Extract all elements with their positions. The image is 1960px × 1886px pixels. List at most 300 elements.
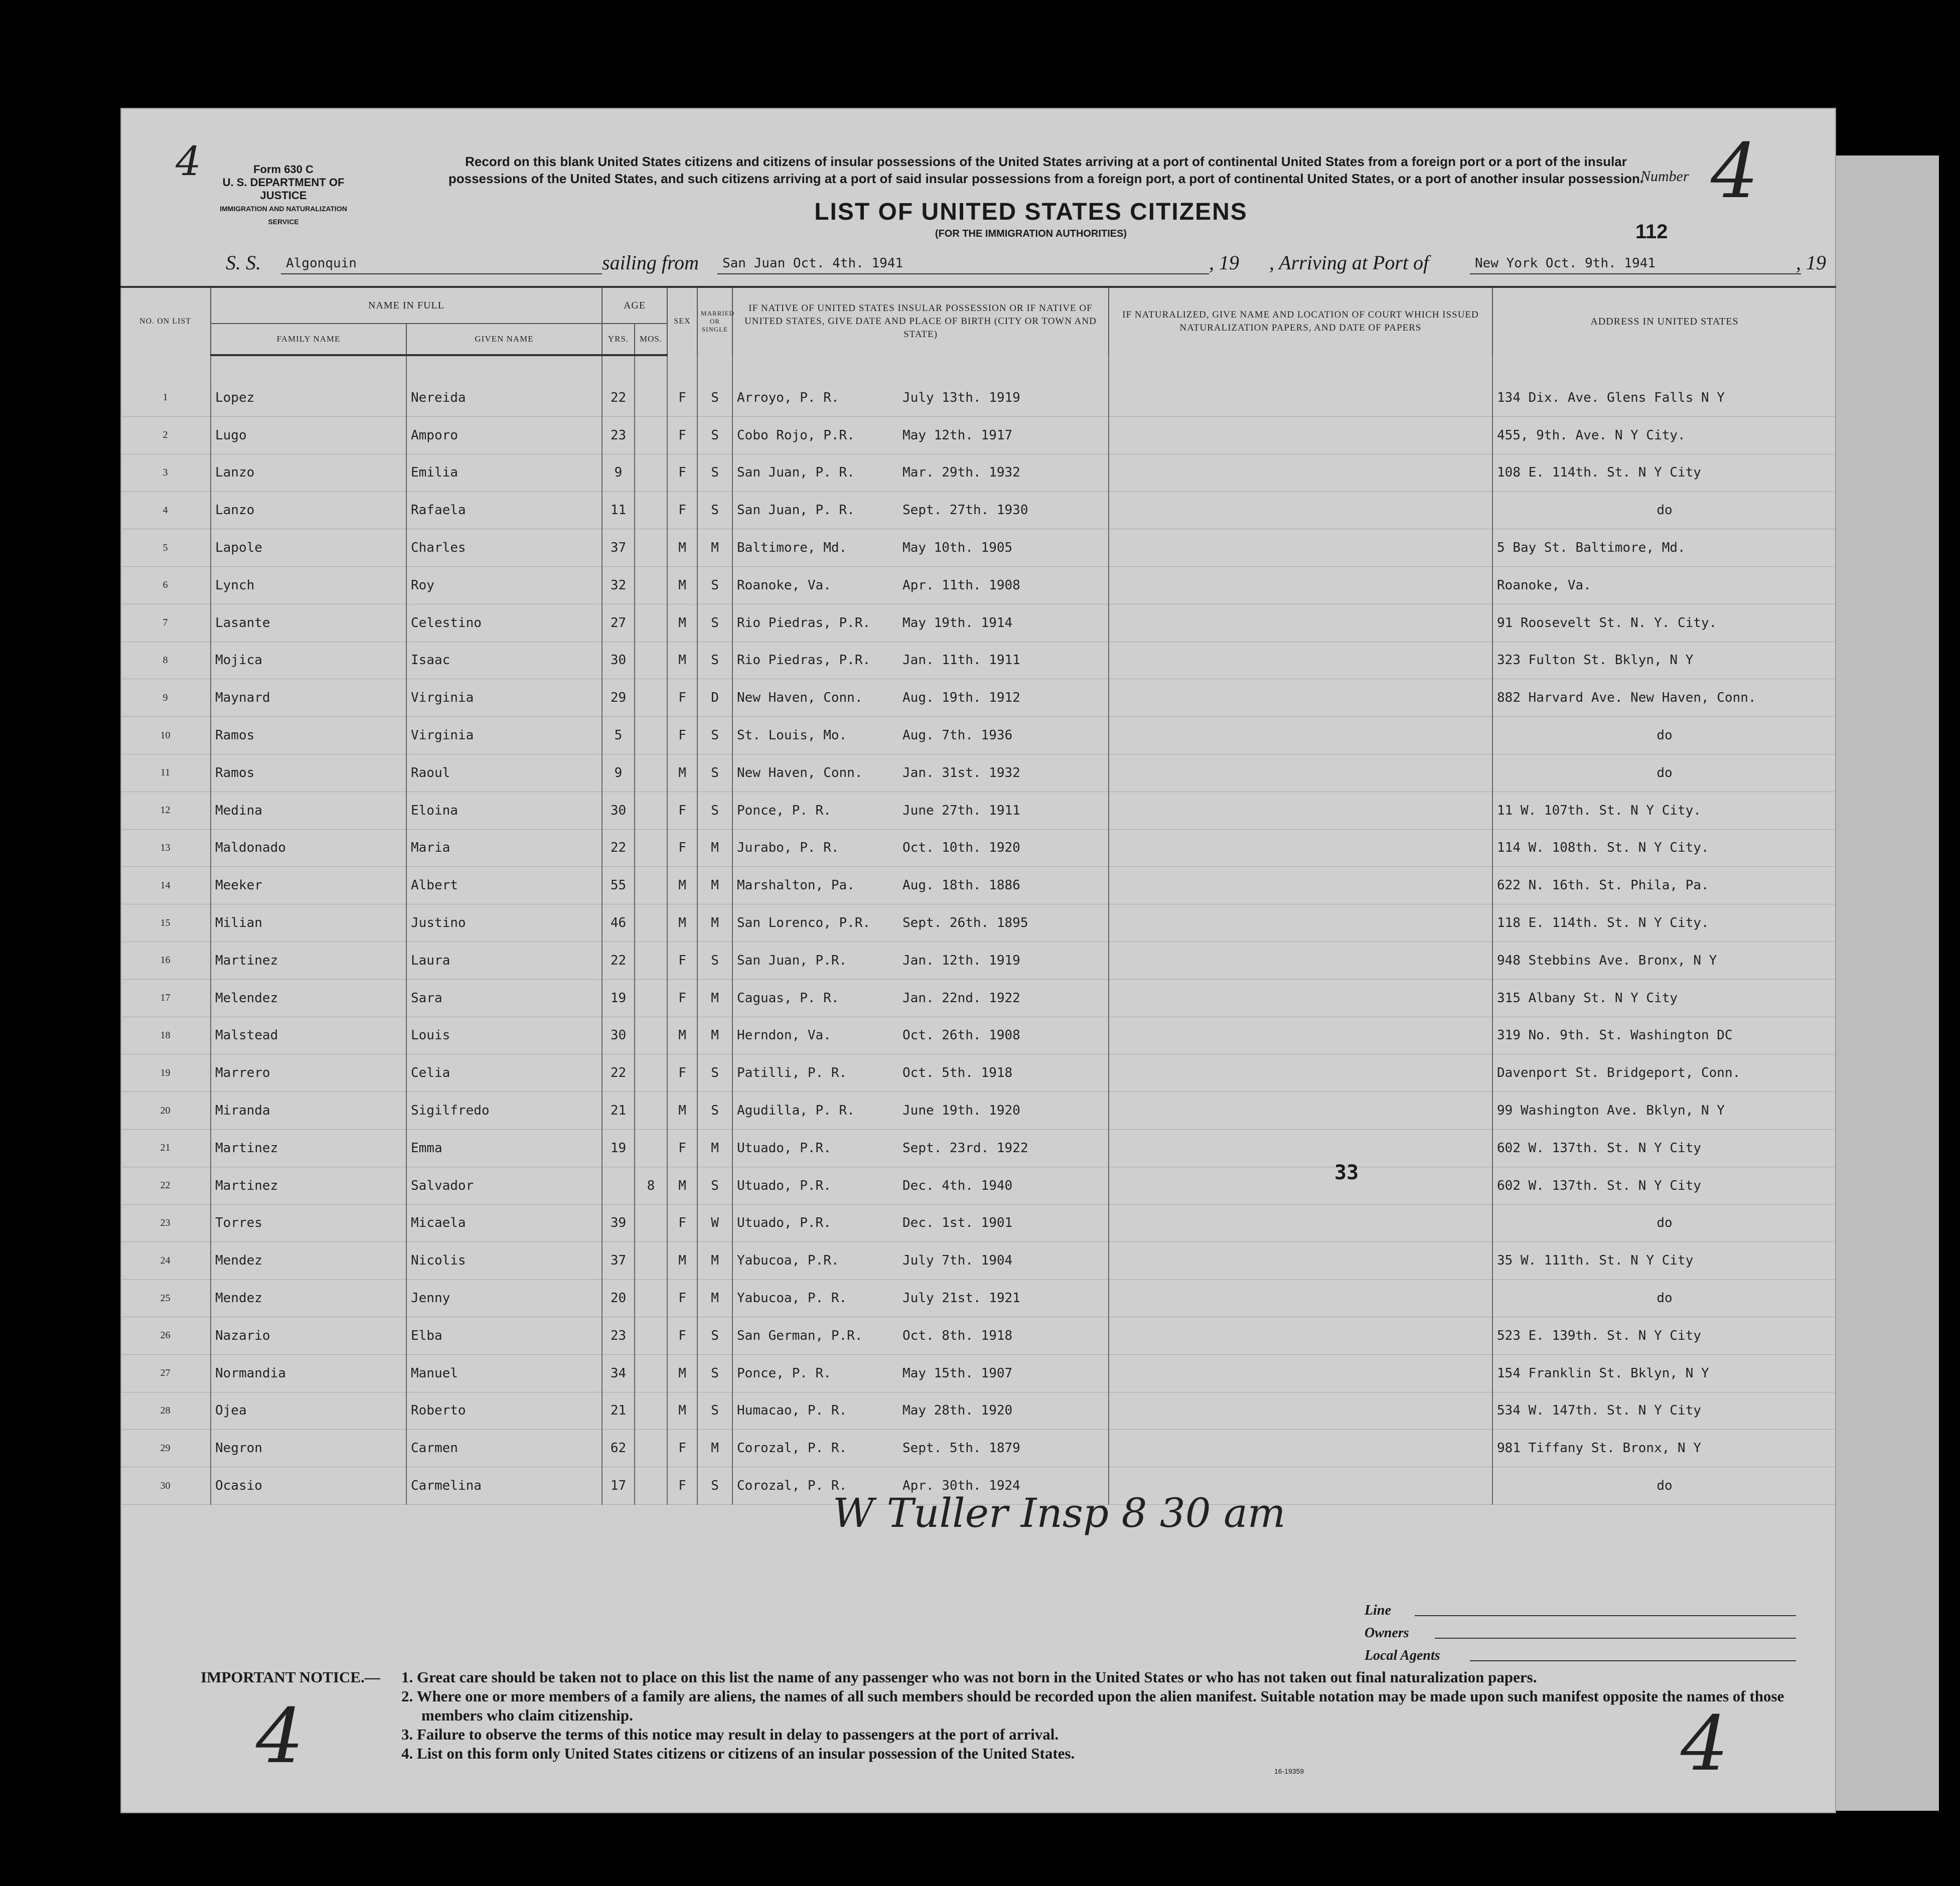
age-years: 23: [602, 416, 635, 454]
birth-place: San Juan, P.R.: [737, 953, 847, 968]
naturalization: [1109, 1092, 1492, 1130]
address: 523 E. 139th. St. N Y City: [1492, 1317, 1836, 1354]
birth-info: [732, 1092, 1109, 1130]
birth-info: [732, 1017, 1109, 1054]
col-birth-info: IF NATIVE OF UNITED STATES INSULAR POSSESSION OR IF NATIVE OF UNITED STATES, GIVE DATE AND PLACE OF BIRTH (CITY OR TOWN AND STATE): [732, 287, 1109, 355]
birth-date: Apr. 11th. 1908: [902, 577, 1020, 593]
naturalization: [1109, 792, 1492, 829]
sex: M: [667, 642, 697, 679]
birth-place: Yabucoa, P. R.: [737, 1291, 847, 1306]
age-years: 5: [602, 717, 635, 754]
marital-status: S: [697, 941, 732, 979]
sex: M: [667, 867, 697, 904]
birth-place: Utuado, P.R.: [737, 1178, 831, 1193]
record-instruction: Record on this blank United States citizens and citizens of insular possessions of the United States arriving at a port of continental United States from a foreign port or a port of the insular possessions of the United States, and such citizens arriving at a port of said insular possessions from a foreign port, a port of continental United States, or a port of another insular possession.: [448, 154, 1644, 186]
marital-status: S: [697, 604, 732, 642]
birth-info: [732, 1129, 1109, 1167]
sex: F: [667, 1054, 697, 1092]
table-row: [120, 754, 1836, 792]
age-years: 32: [602, 566, 635, 604]
marital-status: S: [697, 1317, 732, 1354]
birth-info: [732, 1204, 1109, 1242]
age-months: [635, 492, 667, 529]
ship-underline: [281, 273, 602, 274]
naturalization: [1109, 566, 1492, 604]
family-name: Negron: [211, 1430, 406, 1467]
marital-status: M: [697, 1280, 732, 1317]
age-months: [635, 1467, 667, 1505]
birth-place: Corozal, P. R.: [737, 1478, 847, 1493]
family-name: Ocasio: [211, 1467, 406, 1505]
naturalization: [1109, 1054, 1492, 1092]
address: 315 Albany St. N Y City: [1492, 979, 1836, 1017]
family-name: Lopez: [211, 379, 406, 416]
given-name: Manuel: [406, 1354, 602, 1392]
row-number: 27: [120, 1354, 211, 1392]
marital-status: S: [697, 1167, 732, 1204]
document-title: LIST OF UNITED STATES CITIZENS: [814, 199, 1248, 225]
marital-status: S: [697, 1392, 732, 1430]
age-months: [635, 679, 667, 717]
birth-date: Sept. 5th. 1879: [902, 1441, 1020, 1456]
age-years: 27: [602, 604, 635, 642]
age-years: 22: [602, 941, 635, 979]
naturalization: [1109, 1017, 1492, 1054]
table-row: [120, 792, 1836, 829]
birth-place: Agudilla, P. R.: [737, 1103, 855, 1119]
print-code: 16-19359: [1274, 1767, 1304, 1775]
age-months: [635, 1242, 667, 1280]
document-subtitle: (FOR THE IMMIGRATION AUTHORITIES): [935, 228, 1127, 239]
sex: F: [667, 679, 697, 717]
row-number: 7: [120, 604, 211, 642]
table-row: [120, 1392, 1836, 1430]
address: 99 Washington Ave. Bklyn, N Y: [1492, 1092, 1836, 1130]
marital-status: S: [697, 792, 732, 829]
family-name: Milian: [211, 904, 406, 942]
row-number: 28: [120, 1392, 211, 1430]
col-no-on-list: NO. ON LIST: [120, 287, 211, 355]
birth-info: [732, 492, 1109, 529]
marital-status: S: [697, 1054, 732, 1092]
table-row: [120, 1354, 1836, 1392]
birth-date: Jan. 22nd. 1922: [902, 990, 1020, 1006]
address: 11 W. 107th. St. N Y City.: [1492, 792, 1836, 829]
naturalization: [1109, 1129, 1492, 1167]
notice-item: 3. Failure to observe the terms of this notice may result in delay to passengers at the port of arrival.: [401, 1725, 1059, 1743]
year-label-2: , 19: [1796, 251, 1826, 274]
sex: M: [667, 1392, 697, 1430]
address: do: [1492, 754, 1836, 792]
given-name: Sigilfredo: [406, 1092, 602, 1130]
given-name: Rafaela: [406, 492, 602, 529]
sex: M: [667, 566, 697, 604]
birth-place: Yabucoa, P.R.: [737, 1253, 839, 1269]
table-row: [120, 829, 1836, 867]
birth-info: [732, 1354, 1109, 1392]
family-name: Marrero: [211, 1054, 406, 1092]
given-name: Emilia: [406, 454, 602, 492]
passenger-rows: [120, 355, 1836, 1504]
address: 323 Fulton St. Bklyn, N Y: [1492, 642, 1836, 679]
birth-date: May 10th. 1905: [902, 540, 1013, 556]
col-family-name: FAMILY NAME: [211, 324, 406, 355]
corner-handwritten-mark: 4: [176, 138, 201, 185]
sex: M: [667, 604, 697, 642]
row-number: 17: [120, 979, 211, 1017]
sex: F: [667, 717, 697, 754]
birth-place: Utuado, P.R.: [737, 1215, 831, 1231]
sex: F: [667, 416, 697, 454]
sex: F: [667, 941, 697, 979]
naturalization: [1109, 492, 1492, 529]
family-name: Meeker: [211, 867, 406, 904]
birth-date: Oct. 5th. 1918: [902, 1065, 1013, 1081]
row-number: 5: [120, 529, 211, 567]
address: 114 W. 108th. St. N Y City.: [1492, 829, 1836, 867]
sex: F: [667, 1204, 697, 1242]
col-marital-status: MARRIED OR SINGLE: [697, 287, 732, 355]
age-years: 23: [602, 1317, 635, 1354]
family-name: Ojea: [211, 1392, 406, 1430]
age-months: [635, 1129, 667, 1167]
family-name: Lugo: [211, 416, 406, 454]
age-months: [635, 529, 667, 567]
family-name: Melendez: [211, 979, 406, 1017]
birth-info: [732, 792, 1109, 829]
sex: M: [667, 529, 697, 567]
age-months: [635, 1392, 667, 1430]
year-label: , 19: [1209, 251, 1239, 274]
sex: M: [667, 1242, 697, 1280]
given-name: Laura: [406, 941, 602, 979]
age-years: 19: [602, 1129, 635, 1167]
age-months: [635, 754, 667, 792]
given-name: Justino: [406, 904, 602, 942]
marital-status: S: [697, 492, 732, 529]
table-row: [120, 492, 1836, 529]
birth-info: [732, 904, 1109, 942]
row-number: 29: [120, 1430, 211, 1467]
birth-date: May 28th. 1920: [902, 1403, 1013, 1419]
marital-status: M: [697, 1017, 732, 1054]
birth-info: [732, 416, 1109, 454]
birth-date: Oct. 10th. 1920: [902, 840, 1020, 856]
age-months: [635, 604, 667, 642]
naturalization: [1109, 1167, 1492, 1204]
naturalization: [1109, 679, 1492, 717]
family-name: Medina: [211, 792, 406, 829]
table-row: [120, 679, 1836, 717]
address: 455, 9th. Ave. N Y City.: [1492, 416, 1836, 454]
age-years: 20: [602, 1280, 635, 1317]
sex: F: [667, 379, 697, 416]
naturalization: [1109, 829, 1492, 867]
department-name: U. S. DEPARTMENT OF JUSTICE: [222, 176, 345, 202]
sex: F: [667, 1280, 697, 1317]
birth-info: [732, 1430, 1109, 1467]
birth-info: [732, 1167, 1109, 1204]
notice-heading: IMPORTANT NOTICE.—: [201, 1668, 380, 1686]
table-row: [120, 867, 1836, 904]
sex: F: [667, 492, 697, 529]
birth-info: [732, 829, 1109, 867]
col-address: ADDRESS IN UNITED STATES: [1492, 287, 1836, 355]
given-name: Nereida: [406, 379, 602, 416]
birth-info: [732, 1280, 1109, 1317]
family-name: Lanzo: [211, 492, 406, 529]
family-name: Martinez: [211, 941, 406, 979]
table-row: [120, 1017, 1836, 1054]
birth-date: May 15th. 1907: [902, 1365, 1013, 1381]
marital-status: S: [697, 416, 732, 454]
given-name: Emma: [406, 1129, 602, 1167]
naturalization: [1109, 941, 1492, 979]
sex: F: [667, 979, 697, 1017]
sex: F: [667, 454, 697, 492]
family-name: Lynch: [211, 566, 406, 604]
age-years: 46: [602, 904, 635, 942]
marital-status: S: [697, 454, 732, 492]
notice-item: 4. List on this form only United States citizens or citizens of an insular possession of the United States.: [401, 1745, 1075, 1762]
ss-label: S. S.: [226, 251, 261, 274]
given-name: Roberto: [406, 1392, 602, 1430]
table-row: [120, 1204, 1836, 1242]
row-number: 3: [120, 454, 211, 492]
given-name: Albert: [406, 867, 602, 904]
family-name: Malstead: [211, 1017, 406, 1054]
sex: F: [667, 1430, 697, 1467]
given-name: Elba: [406, 1317, 602, 1354]
col-age: AGE: [602, 287, 667, 324]
given-name: Roy: [406, 566, 602, 604]
table-row: [120, 1317, 1836, 1354]
notice-list: [401, 1668, 1806, 1763]
sex: M: [667, 904, 697, 942]
age-years: 17: [602, 1467, 635, 1505]
given-name: Nicolis: [406, 1242, 602, 1280]
row-number: 4: [120, 492, 211, 529]
arrival-underline: [1470, 273, 1801, 274]
table-row: [120, 416, 1836, 454]
row-number: 10: [120, 717, 211, 754]
age-years: 21: [602, 1392, 635, 1430]
col-sex: SEX: [667, 287, 697, 355]
row-number: 26: [120, 1317, 211, 1354]
table-row: [120, 1054, 1836, 1092]
birth-date: Aug. 18th. 1886: [902, 878, 1020, 893]
birth-info: [732, 679, 1109, 717]
age-years: 30: [602, 642, 635, 679]
given-name: Maria: [406, 829, 602, 867]
address: 602 W. 137th. St. N Y City: [1492, 1129, 1836, 1167]
address: 91 Roosevelt St. N. Y. City.: [1492, 604, 1836, 642]
given-name: Carmen: [406, 1430, 602, 1467]
birth-date: Oct. 8th. 1918: [902, 1328, 1013, 1343]
line-label: Line: [1365, 1603, 1391, 1618]
address: do: [1492, 1204, 1836, 1242]
given-name: Carmelina: [406, 1467, 602, 1505]
birth-place: San Lorenco, P.R.: [737, 915, 871, 931]
naturalization: [1109, 1242, 1492, 1280]
sex: F: [667, 1317, 697, 1354]
given-name: Raoul: [406, 754, 602, 792]
marital-status: M: [697, 867, 732, 904]
sex: F: [667, 792, 697, 829]
given-name: Salvador: [406, 1167, 602, 1204]
col-name-in-full: NAME IN FULL: [211, 287, 602, 324]
age-years: 9: [602, 454, 635, 492]
birth-place: Roanoke, Va.: [737, 577, 831, 593]
birth-place: San Juan, P. R.: [737, 503, 855, 518]
list-number: 4: [1711, 128, 1759, 215]
family-name: Miranda: [211, 1092, 406, 1130]
marital-status: W: [697, 1204, 732, 1242]
table-row: [120, 529, 1836, 567]
row-number: 11: [120, 754, 211, 792]
address: 981 Tiffany St. Bronx, N Y: [1492, 1430, 1836, 1467]
birth-info: [732, 754, 1109, 792]
given-name: Isaac: [406, 642, 602, 679]
marital-status: M: [697, 829, 732, 867]
table-row: [120, 1280, 1836, 1317]
birth-date: Sept. 26th. 1895: [902, 915, 1028, 931]
age-months: [635, 1280, 667, 1317]
form-number: Form 630 C: [253, 163, 314, 176]
sex: M: [667, 1017, 697, 1054]
age-months: [635, 829, 667, 867]
birth-info: [732, 529, 1109, 567]
family-name: Mendez: [211, 1280, 406, 1317]
table-row: [120, 566, 1836, 604]
handwritten-mark-right: 4: [1681, 1700, 1729, 1788]
age-months: [635, 1054, 667, 1092]
sex: F: [667, 829, 697, 867]
birth-info: [732, 979, 1109, 1017]
birth-info: [732, 1054, 1109, 1092]
given-name: Virginia: [406, 679, 602, 717]
arrival-value: New York Oct. 9th. 1941: [1475, 256, 1656, 271]
age-years: 37: [602, 1242, 635, 1280]
birth-place: Humacao, P. R.: [737, 1403, 847, 1419]
given-name: Sara: [406, 979, 602, 1017]
table-row: [120, 1092, 1836, 1130]
birth-date: July 13th. 1919: [902, 390, 1020, 405]
birth-date: Aug. 19th. 1912: [902, 690, 1020, 706]
family-name: Lapole: [211, 529, 406, 567]
family-name: Maynard: [211, 679, 406, 717]
naturalization: [1109, 1354, 1492, 1392]
naturalization: [1109, 1317, 1492, 1354]
given-name: Jenny: [406, 1280, 602, 1317]
birth-place: Rio Piedras, P.R.: [737, 653, 871, 668]
arriving-label: , Arriving at Port of: [1269, 251, 1429, 274]
address: 882 Harvard Ave. New Haven, Conn.: [1492, 679, 1836, 717]
address: do: [1492, 492, 1836, 529]
birth-date: May 12th. 1917: [902, 427, 1013, 443]
ship-name: Algonquin: [286, 256, 357, 271]
given-name: Celestino: [406, 604, 602, 642]
age-years: 62: [602, 1430, 635, 1467]
address: 134 Dix. Ave. Glens Falls N Y: [1492, 379, 1836, 416]
birth-date: Apr. 30th. 1924: [902, 1478, 1020, 1493]
service-name: IMMIGRATION AND NATURALIZATION SERVICE: [220, 205, 347, 226]
marital-status: S: [697, 1354, 732, 1392]
birth-date: Sept. 27th. 1930: [902, 503, 1028, 518]
birth-date: June 27th. 1911: [902, 803, 1020, 818]
row-number: 22: [120, 1167, 211, 1204]
birth-date: June 19th. 1920: [902, 1103, 1020, 1119]
marital-status: M: [697, 979, 732, 1017]
family-name: Ramos: [211, 754, 406, 792]
birth-date: Jan. 12th. 1919: [902, 953, 1020, 968]
birth-place: Ponce, P. R.: [737, 1365, 831, 1381]
table-row: [120, 717, 1836, 754]
age-months: [635, 717, 667, 754]
birth-info: [732, 604, 1109, 642]
naturalization: [1109, 529, 1492, 567]
age-years: 22: [602, 379, 635, 416]
birth-place: Marshalton, Pa.: [737, 878, 855, 893]
sex: F: [667, 1129, 697, 1167]
age-months: [635, 1204, 667, 1242]
birth-info: [732, 717, 1109, 754]
age-months: [635, 566, 667, 604]
age-years: 39: [602, 1204, 635, 1242]
row-number: 9: [120, 679, 211, 717]
address: 5 Bay St. Baltimore, Md.: [1492, 529, 1836, 567]
notice-item: 1. Great care should be taken not to place on this list the name of any passenger who was not born in the United States or who has not taken out final naturalization papers.: [401, 1668, 1537, 1686]
address: 948 Stebbins Ave. Bronx, N Y: [1492, 941, 1836, 979]
col-naturalization: IF NATURALIZED, GIVE NAME AND LOCATION OF COURT WHICH ISSUED NATURALIZATION PAPERS, AND DATE OF PAPERS: [1109, 287, 1492, 355]
birth-info: [732, 379, 1109, 416]
birth-place: Baltimore, Md.: [737, 540, 847, 556]
address: 622 N. 16th. St. Phila, Pa.: [1492, 867, 1836, 904]
notice-item: 2. Where one or more members of a family are aliens, the names of all such members should be recorded upon the alien manifest. Suitable notation may be made upon such manifest opposite the names of those members who claim citizenship.: [401, 1687, 1784, 1724]
naturalization: [1109, 867, 1492, 904]
age-years: 30: [602, 1017, 635, 1054]
family-name: Martinez: [211, 1167, 406, 1204]
family-name: Normandia: [211, 1354, 406, 1392]
birth-info: [732, 941, 1109, 979]
birth-date: Mar. 29th. 1932: [902, 465, 1020, 481]
table-row: [120, 979, 1836, 1017]
marital-status: M: [697, 1129, 732, 1167]
col-months: MOS.: [635, 324, 667, 355]
birth-date: Dec. 1st. 1901: [902, 1215, 1013, 1231]
birth-info: [732, 1242, 1109, 1280]
age-years: 22: [602, 1054, 635, 1092]
row-number: 1: [120, 379, 211, 416]
naturalization: [1109, 979, 1492, 1017]
address: do: [1492, 1467, 1836, 1505]
marital-status: M: [697, 1430, 732, 1467]
marital-status: M: [697, 1242, 732, 1280]
address: 35 W. 111th. St. N Y City: [1492, 1242, 1836, 1280]
naturalization: [1109, 642, 1492, 679]
table-row: [120, 941, 1836, 979]
birth-place: San Juan, P. R.: [737, 465, 855, 481]
local-agents-label: Local Agents: [1365, 1648, 1440, 1663]
age-months: [635, 904, 667, 942]
marital-status: S: [697, 642, 732, 679]
naturalization: [1109, 717, 1492, 754]
row-number: 23: [120, 1204, 211, 1242]
birth-place: Corozal, P. R.: [737, 1441, 847, 1456]
birth-info: [732, 566, 1109, 604]
age-months: [635, 1354, 667, 1392]
birth-info: [732, 1317, 1109, 1354]
